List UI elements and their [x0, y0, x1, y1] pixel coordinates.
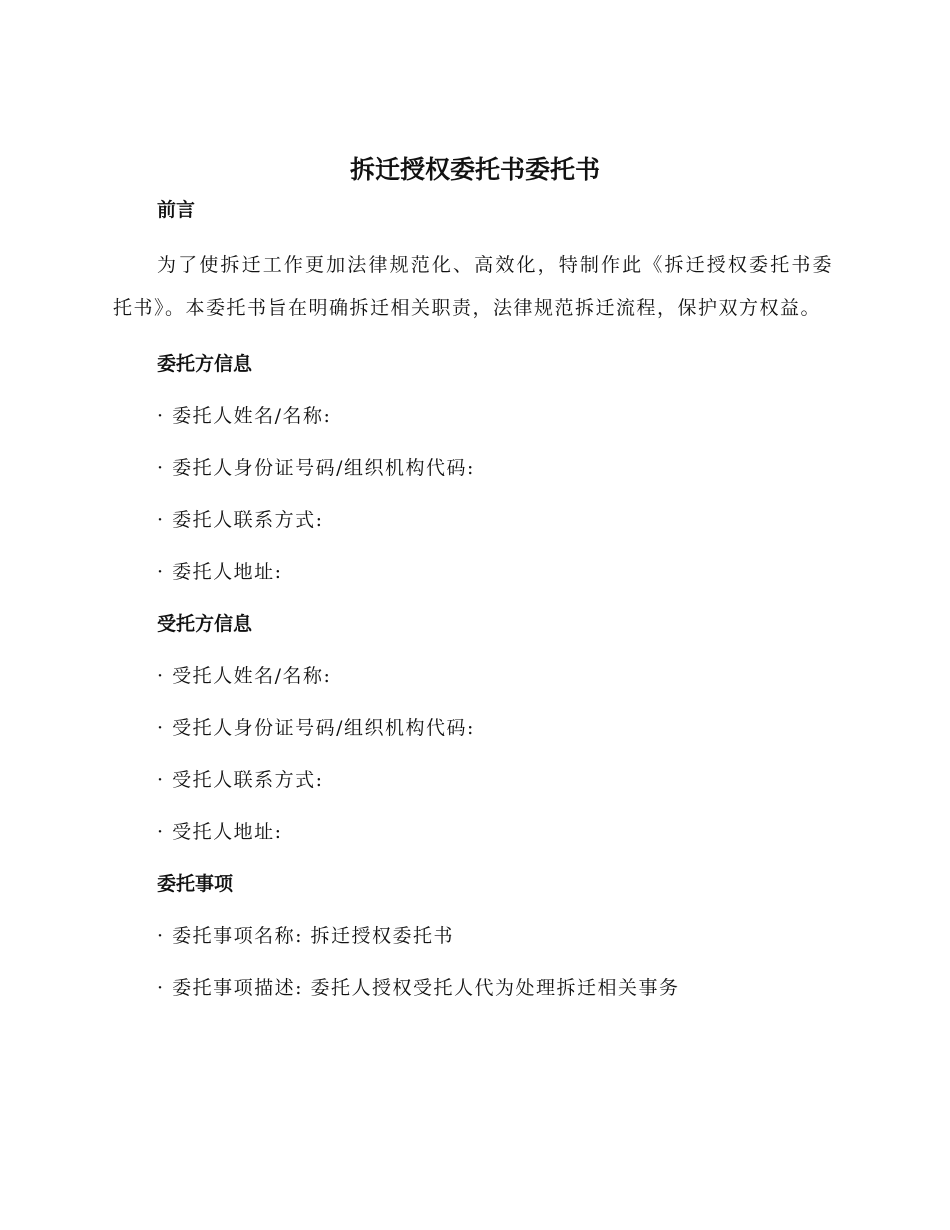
principal-name-item: · 委托人姓名/名称:: [157, 405, 332, 427]
document-body: [113, 192, 833, 1006]
document-title: 拆迁授权委托书委托书: [349, 155, 600, 184]
principal-contact-item: · 委托人联系方式:: [157, 509, 324, 531]
principal-address-item: · 委托人地址:: [157, 561, 283, 583]
agent-address-item: · 受托人地址:: [157, 821, 283, 843]
preface-heading: 前言: [157, 199, 196, 221]
principal-heading: 委托方信息: [157, 353, 253, 375]
agent-contact-item: · 受托人联系方式:: [157, 769, 324, 791]
matter-name-item: · 委托事项名称: 拆迁授权委托书: [157, 925, 455, 947]
agent-heading: 受托方信息: [157, 613, 253, 635]
preface-paragraph: 为了使拆迁工作更加法律规范化、高效化，特制作此《拆迁授权委托书委托书》。本委托书旨在明确拆迁相关职责，法律规范拆迁流程，保护双方权益。: [113, 254, 833, 319]
agent-id-item: · 受托人身份证号码/组织机构代码:: [157, 717, 475, 739]
agent-name-item: · 受托人姓名/名称:: [157, 665, 332, 687]
matter-description-item: · 委托事项描述: 委托人授权受托人代为处理拆迁相关事务: [157, 977, 680, 999]
principal-id-item: · 委托人身份证号码/组织机构代码:: [157, 457, 475, 479]
matters-heading: 委托事项: [157, 873, 234, 895]
